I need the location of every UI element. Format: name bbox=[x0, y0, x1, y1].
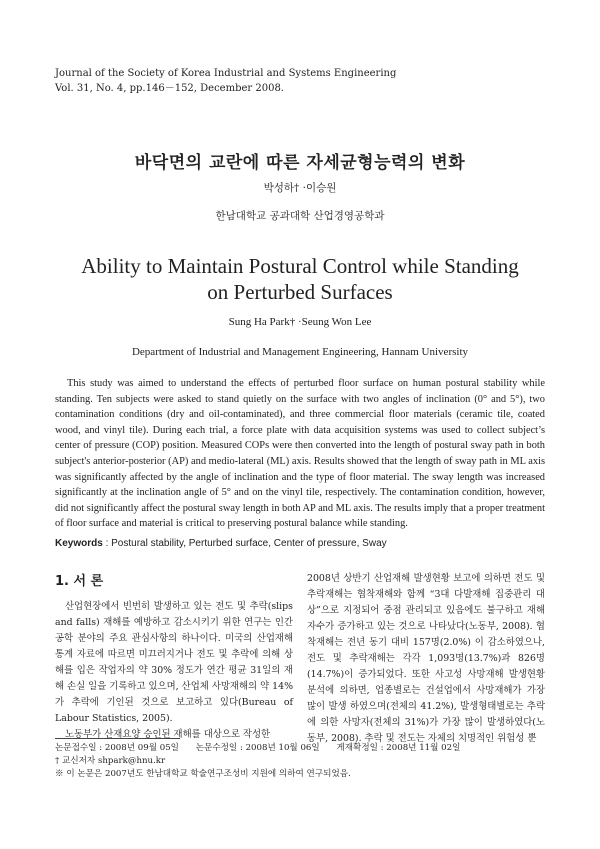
journal-header bbox=[55, 66, 396, 96]
english-authors: Sung Ha Park† ·Seung Won Lee bbox=[228, 316, 372, 328]
paragraph: 2008년 상반기 산업재해 발생현황 보고에 의하면 전도 및 추락재해는 협착재해와 함께 “3대 다발재해 집중관리 대상”으로 지정되어 중점 관리되고 있음에도 불구하고 재해자수가 증가하고 있는 것으로 나타났다(노동부, 2008). 협착재해는 전년 동기 대비 157명(2.0%) 이 감소하였으나, 전도 및 추락재해는 각각 1,093명(13.7%)과 826명(14.7%)이 증가되었다. 또한 사고성 사망재해 발생현황 분석에 의하면, 업종별로는 건설업에서 사망재해가 가장 많이 발생 하였으며(전체의 41.2%), 발생형태별로는 추락에 의한 사망자(전체의 31%)가 가장 많이 발생하였다(노동부, 2008). 추락 및 전도는 자체의 치명적인 위험성 뿐 bbox=[307, 573, 545, 744]
abstract: This study was aimed to understand the effects of perturbed floor surface on human postural stability while standing. Ten subjects were asked to stand quietly on the surface with two angles of inclination (0° and 5°), two contamination conditions (dry and oil-contaminated), and three commercial floor materials (ceramic tile, coated wood, and vinyl tile). During each trial, a force plate with data acquisition systems was used to collect subject’s center of pressure (COP) position. Measured COPs were then converted into the length of postural sway path in both subject's anterior-posterior (AP) and medio-lateral (ML) axis. Results showed that the length of sway path in ML axis was significantly affected by the angle of inclination and the type of floor material. The sway length was increased significantly at the inclination angle of 5° and on the vinyl tile, respectively. The contamination condition, however, did not significantly affect the postural sway length in both AP and ML axis. The results imply that a proper treatment of floor surface and material is critical to preserving postural balance while standing. bbox=[55, 378, 545, 530]
english-title bbox=[0, 253, 600, 305]
corresponding-author: † 교신저자 shpark@hnu.kr bbox=[55, 756, 166, 766]
korean-authors: 박성하† ·이승원 bbox=[263, 182, 337, 194]
korean-title: 바닥면의 교란에 따른 자세균형능력의 변화 bbox=[134, 153, 466, 173]
section-heading-introduction: 1. 서 론 bbox=[55, 574, 104, 589]
english-title-line2: on Perturbed Surfaces bbox=[207, 280, 393, 304]
left-column bbox=[55, 599, 293, 743]
paragraph: 노동부가 산재요양 승인된 재해를 대상으로 작성한 bbox=[65, 729, 271, 740]
english-title-line1: Ability to Maintain Postural Control while Standing bbox=[81, 254, 519, 278]
keywords bbox=[55, 538, 545, 549]
manuscript-dates bbox=[55, 742, 555, 755]
funding-note: ※ 이 논문은 2007년도 한남대학교 학술연구조성비 지원에 의하여 연구되었음. bbox=[55, 769, 351, 779]
journal-name: Journal of the Society of Korea Industrial and Systems Engineering bbox=[55, 68, 397, 79]
keywords-label: Keywords bbox=[55, 538, 103, 549]
revised-date: 논문수정일 : 2008년 10월 06일 bbox=[195, 743, 320, 753]
keywords-text: : Postural stability, Perturbed surface, Center of pressure, Sway bbox=[102, 538, 387, 549]
received-date: 논문접수일 : 2008년 09월 05일 bbox=[55, 743, 179, 753]
accepted-date: 게재확정일 : 2008년 11월 02일 bbox=[336, 743, 461, 753]
korean-affiliation: 한남대학교 공과대학 산업경영공학과 bbox=[215, 210, 385, 222]
footnote-divider bbox=[55, 738, 180, 739]
journal-volume: Vol. 31, No. 4, pp.146－152, December 2008. bbox=[55, 83, 284, 94]
footnotes bbox=[55, 742, 555, 781]
english-affiliation: Department of Industrial and Management Engineering, Hannam University bbox=[131, 346, 468, 358]
right-column bbox=[307, 571, 545, 747]
paragraph: 산업현장에서 빈번히 발생하고 있는 전도 및 추락(slips and falls) 재해를 예방하고 감소시키기 위한 연구는 인간공학 분야의 주요 관심사항의 하나이다. 미국의 산업재해 통계 자료에 따르면 미끄러지거나 전도 및 추락에 의해 상해를 입은 작업자의 약 30% 정도가 연간 평균 31일의 재해 손실 일을 기록하고 있으며, 산업체 사망재해의 약 14%가 추락에 기인된 것으로 보고하고 있다(Bureau of Labour Statistics, 2005). bbox=[55, 601, 293, 724]
